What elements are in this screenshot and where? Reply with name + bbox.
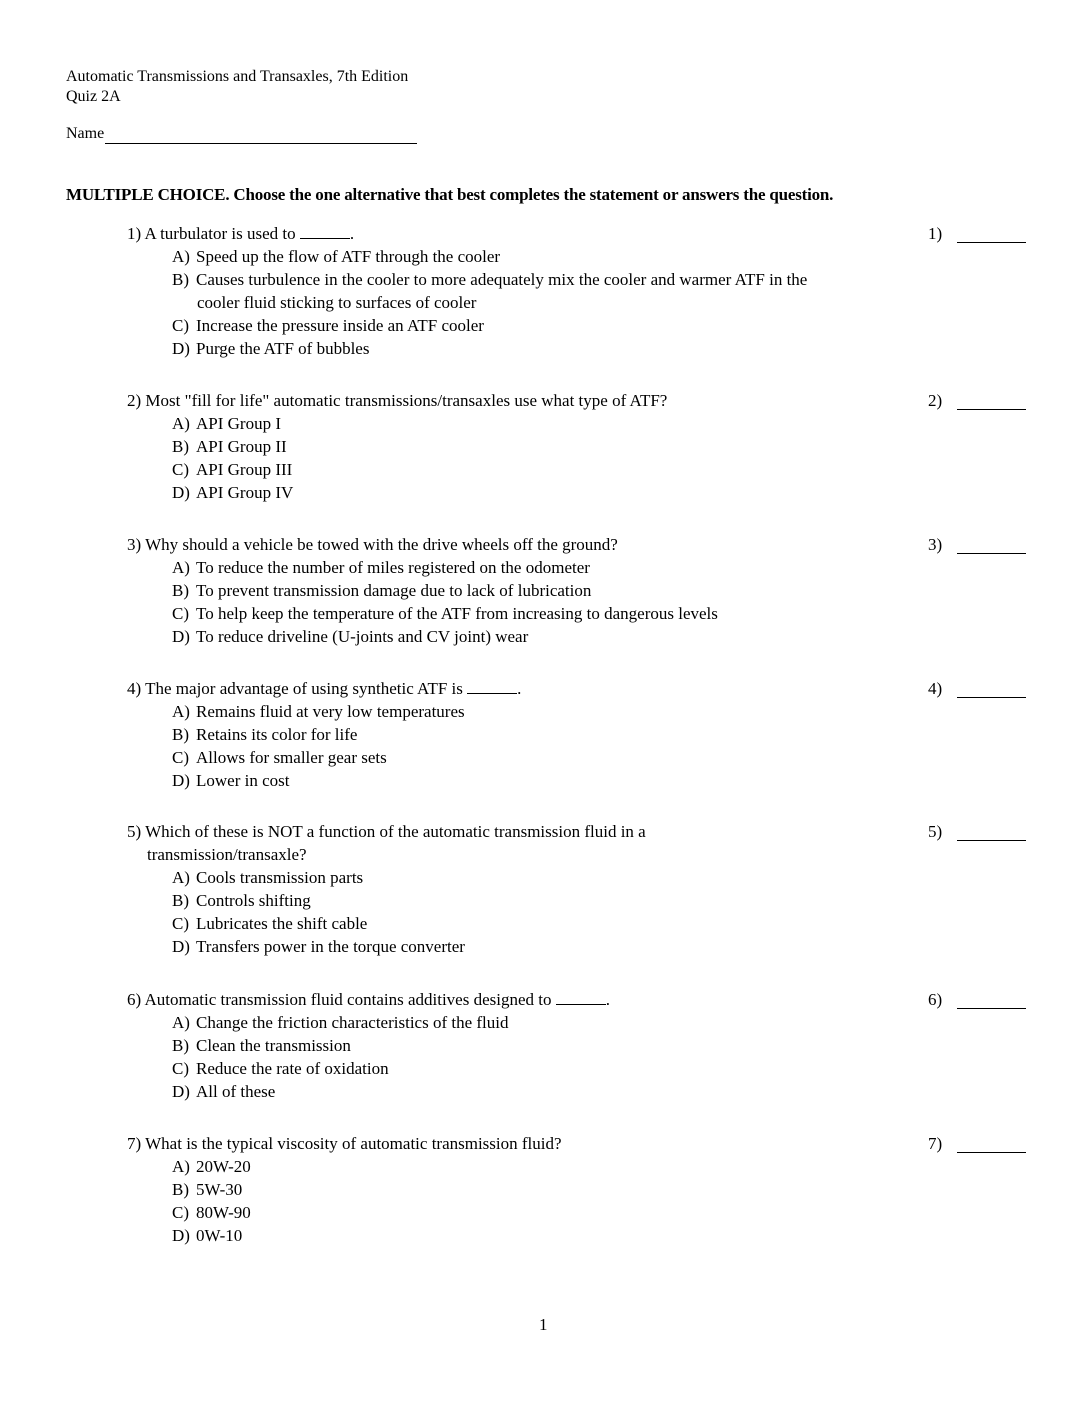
answer-option[interactable]: [172, 602, 912, 625]
option-letter: D): [172, 627, 190, 646]
answer-option[interactable]: [172, 746, 912, 769]
answer-option[interactable]: [172, 1034, 912, 1057]
answer-blank-line[interactable]: [957, 1152, 1026, 1153]
answer-number: 6): [928, 990, 943, 1009]
answer-option[interactable]: [172, 481, 912, 504]
option-letter: A): [172, 414, 190, 433]
answer-option[interactable]: [172, 625, 912, 648]
option-letter: B): [172, 1180, 189, 1199]
option-text: API Group III: [196, 460, 293, 479]
answer-option[interactable]: [172, 769, 912, 792]
answer-option[interactable]: [172, 912, 912, 935]
question-2: [0, 389, 1088, 504]
option-text: 80W-90: [196, 1203, 251, 1222]
answer-blank-line[interactable]: [957, 242, 1026, 243]
question-number: 2): [127, 391, 142, 410]
option-text: Retains its color for life: [196, 725, 358, 744]
answer-option[interactable]: [172, 556, 912, 579]
option-letter: B): [172, 270, 189, 289]
question-stem: [127, 820, 907, 866]
question-text-end: .: [517, 679, 522, 698]
option-letter: C): [172, 914, 189, 933]
question-text: Automatic transmission fluid contains additives designed to: [144, 990, 556, 1009]
answer-box[interactable]: [928, 820, 942, 843]
answer-option[interactable]: [172, 1057, 912, 1080]
option-text: Controls shifting: [196, 891, 311, 910]
answer-option[interactable]: [172, 935, 912, 958]
option-letter: D): [172, 937, 190, 956]
option-letter: A): [172, 868, 190, 887]
answer-option[interactable]: [172, 458, 912, 481]
question-number: 5): [127, 822, 142, 841]
option-text: All of these: [196, 1082, 276, 1101]
question-number: 4): [127, 679, 142, 698]
option-text: Lower in cost: [196, 771, 290, 790]
option-letter: A): [172, 1013, 190, 1032]
question-text: A turbulator is used to: [144, 224, 300, 243]
document-title: Automatic Transmissions and Transaxles, 7th Edition: [66, 68, 409, 85]
answer-option[interactable]: [172, 1178, 912, 1201]
option-text: 20W-20: [196, 1157, 251, 1176]
option-letter: B): [172, 437, 189, 456]
option-text: Clean the transmission: [196, 1036, 351, 1055]
option-letter: B): [172, 581, 189, 600]
answer-option[interactable]: [172, 1224, 912, 1247]
question-number: 1): [127, 224, 142, 243]
answer-option[interactable]: [172, 1155, 912, 1178]
option-letter: C): [172, 316, 189, 335]
question-5: [0, 820, 1088, 958]
fill-in-blank: [467, 678, 517, 694]
answer-option[interactable]: [172, 866, 912, 889]
instructions: MULTIPLE CHOICE. Choose the one alternative that best completes the statement or answers the question.: [66, 185, 834, 204]
option-text: API Group IV: [196, 483, 294, 502]
fill-in-blank: [556, 989, 606, 1005]
answer-box[interactable]: [928, 1132, 942, 1155]
option-text: API Group I: [196, 414, 281, 433]
answer-blank-line[interactable]: [957, 697, 1026, 698]
question-stem: [127, 389, 907, 412]
name-label: Name: [66, 125, 105, 142]
question-7: [0, 1132, 1088, 1247]
question-stem: [127, 1132, 907, 1155]
answer-box[interactable]: [928, 988, 942, 1011]
quiz-label: Quiz 2A: [66, 88, 121, 105]
answer-option[interactable]: [172, 245, 912, 268]
answer-option[interactable]: [172, 412, 912, 435]
question-number: 6): [127, 990, 142, 1009]
option-letter: D): [172, 1082, 190, 1101]
answer-box[interactable]: [928, 533, 942, 556]
option-letter: D): [172, 339, 190, 358]
option-letter: A): [172, 702, 190, 721]
answer-blank-line[interactable]: [957, 1008, 1026, 1009]
question-stem: [127, 988, 907, 1011]
answer-option[interactable]: [172, 700, 912, 723]
fill-in-blank: [300, 223, 350, 239]
question-text-continued: transmission/transaxle?: [147, 845, 307, 864]
name-field[interactable]: [66, 124, 417, 144]
answer-blank-line[interactable]: [957, 409, 1026, 410]
option-text: Speed up the flow of ATF through the cooler: [196, 247, 501, 266]
answer-option[interactable]: [172, 1011, 912, 1034]
question-stem: [127, 222, 907, 245]
question-6: [0, 988, 1088, 1103]
question-text-end: .: [605, 990, 610, 1009]
option-letter: C): [172, 1059, 189, 1078]
option-text: 5W-30: [196, 1180, 243, 1199]
answer-box[interactable]: [928, 222, 942, 245]
option-text: Change the friction characteristics of the fluid: [196, 1013, 509, 1032]
option-text-continued: cooler fluid sticking to surfaces of cooler: [197, 293, 477, 312]
option-text: Lubricates the shift cable: [196, 914, 368, 933]
option-letter: B): [172, 891, 189, 910]
option-letter: B): [172, 1036, 189, 1055]
answer-number: 1): [928, 224, 943, 243]
question-text-end: .: [349, 224, 355, 243]
answer-box[interactable]: [928, 389, 942, 412]
name-blank-line[interactable]: [105, 127, 417, 144]
page-number: 1: [539, 1315, 548, 1334]
option-text: Allows for smaller gear sets: [196, 748, 387, 767]
option-text: Remains fluid at very low temperatures: [196, 702, 465, 721]
option-letter: D): [172, 1226, 190, 1245]
option-letter: B): [172, 725, 189, 744]
option-text: Transfers power in the torque converter: [196, 937, 465, 956]
question-text: Which of these is NOT a function of the automatic transmission fluid in a: [145, 822, 646, 841]
question-stem: [127, 677, 907, 700]
answer-option[interactable]: [172, 723, 912, 746]
option-letter: D): [172, 771, 190, 790]
option-text: To help keep the temperature of the ATF from increasing to dangerous levels: [196, 604, 718, 623]
question-text: Why should a vehicle be towed with the drive wheels off the ground?: [145, 535, 618, 554]
option-text: To reduce driveline (U-joints and CV joint) wear: [196, 627, 529, 646]
question-text: What is the typical viscosity of automatic transmission fluid?: [145, 1134, 562, 1153]
answer-blank-line[interactable]: [957, 840, 1026, 841]
option-text: Causes turbulence in the cooler to more adequately mix the cooler and warmer ATF in the: [196, 270, 808, 289]
option-letter: D): [172, 483, 190, 502]
option-text: 0W-10: [196, 1226, 243, 1245]
answer-number: 2): [928, 391, 943, 410]
answer-number: 4): [928, 679, 943, 698]
answer-option[interactable]: [172, 435, 912, 458]
answer-number: 3): [928, 535, 943, 554]
answer-number: 7): [928, 1134, 943, 1153]
option-text: To prevent transmission damage due to lack of lubrication: [196, 581, 592, 600]
option-text: Increase the pressure inside an ATF cooler: [196, 316, 484, 335]
question-3: [0, 533, 1088, 648]
answer-option[interactable]: [172, 1080, 912, 1103]
question-number: 3): [127, 535, 142, 554]
option-text: Cools transmission parts: [196, 868, 364, 887]
answer-blank-line[interactable]: [957, 553, 1026, 554]
question-4: [0, 677, 1088, 792]
option-letter: C): [172, 604, 189, 623]
question-1: [0, 222, 1088, 360]
answer-option[interactable]: [172, 337, 912, 360]
answer-option[interactable]: [172, 314, 912, 337]
answer-option[interactable]: [172, 579, 912, 602]
answer-option[interactable]: [172, 889, 912, 912]
answer-option[interactable]: [172, 1201, 912, 1224]
answer-box[interactable]: [928, 677, 942, 700]
answer-option[interactable]: [172, 268, 912, 314]
question-text: Most "fill for life" automatic transmissions/transaxles use what type of ATF?: [145, 391, 668, 410]
answer-number: 5): [928, 822, 943, 841]
option-letter: A): [172, 1157, 190, 1176]
question-text: The major advantage of using synthetic ATF is: [145, 679, 468, 698]
option-letter: C): [172, 1203, 189, 1222]
option-text: To reduce the number of miles registered on the odometer: [196, 558, 590, 577]
question-number: 7): [127, 1134, 142, 1153]
option-letter: A): [172, 558, 190, 577]
option-letter: C): [172, 460, 189, 479]
question-stem: [127, 533, 907, 556]
option-text: Purge the ATF of bubbles: [196, 339, 370, 358]
option-text: Reduce the rate of oxidation: [196, 1059, 389, 1078]
option-letter: C): [172, 748, 189, 767]
option-letter: A): [172, 247, 190, 266]
option-text: API Group II: [196, 437, 287, 456]
